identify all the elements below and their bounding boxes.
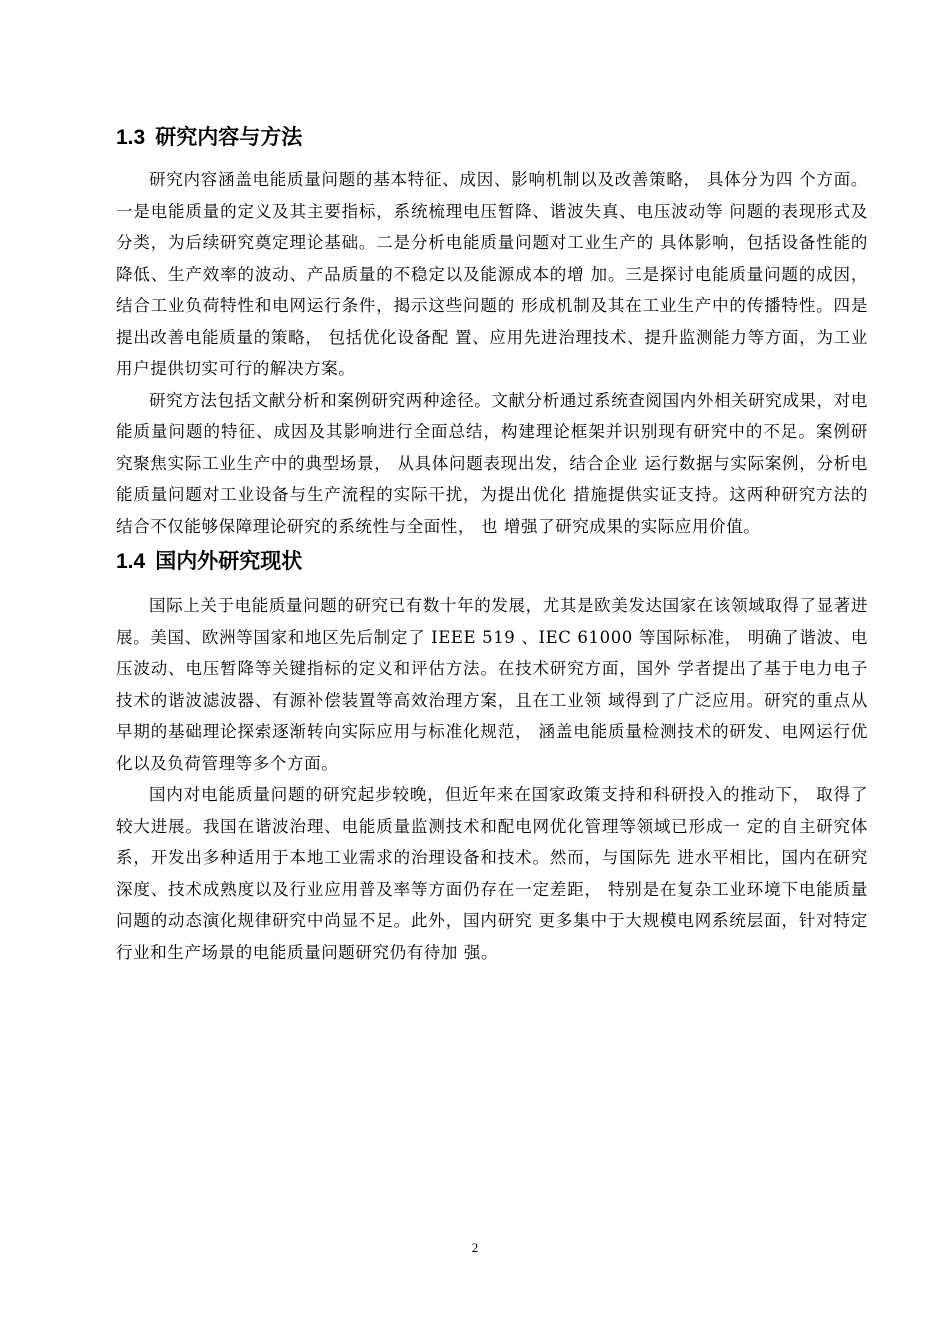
paragraph-research-methods: 研究方法包括文献分析和案例研究两种途径。文献分析通过系统查阅国内外相关研究成果，对电能质量问题的特征、成因及其影响进行全面总结，构建理论框架并识别现有研究中的不足。案例研究聚焦实际工业生产中的典型场景， 从具体问题表现出发，结合企业 运行数据与实际案例，分析电能质量问题对工业设备与生产流程的实际干扰，为提出优化 措施提供实证支持。这两种研究方法的结合不仅能够保障理论研究的系统性与全面性， 也 增强了研究成果的实际应用价值。 [116,390,868,536]
section-title: 国内外研究现状 [155,549,303,573]
paragraph-domestic-research: 国内对电能质量问题的研究起步较晚，但近年来在国家政策支持和科研投入的推动下， 取得了较大进展。我国在谐波治理、电能质量监测技术和配电网优化管理等领域已形成一 定的自主研究体系，开发出多种适用于本地工业需求的治理设备和技术。然而，与国际先 进水平相比，国内在研究深度、技术成熟度以及行业应用普及率等方面仍存在一定差距， 特别是在复杂工业环境下电能质量问题的动态演化规律研究中尚显不足。此外，国内研究 更多集中于大规模电网系统层面，针对特定行业和生产场景的电能质量问题研究仍有待加 强。 [116,785,868,962]
paragraph-research-content: 研究内容涵盖电能质量问题的基本特征、成因、影响机制以及改善策略， 具体分为四 个方面。一是电能质量的定义及其主要指标，系统梳理电压暂降、谐波失真、电压波动等 问题的表现形式及分类，为后续研究奠定理论基础。二是分析电能质量问题对工业生产的 具体影响，包括设备性能的降低、生产效率的波动、产品质量的不稳定以及能源成本的增 加。三是探讨电能质量问题的成因， 结合工业负荷特性和电网运行条件，揭示这些问题的 形成机制及其在工业生产中的传播特性。四是提出改善电能质量的策略， 包括优化设备配 置、应用先进治理技术、提升监测能力等方面，为工业用户提供切实可行的解决方案。 [116,170,868,378]
section-title: 研究内容与方法 [155,125,303,149]
section-heading-1-3 [116,122,868,152]
section-heading-1-4 [116,546,868,576]
page-number: 2 [471,1240,479,1255]
section-number: 1.4 [116,550,146,573]
paragraph-international-research: 国际上关于电能质量问题的研究已有数十年的发展，尤其是欧美发达国家在该领域取得了显著进展。美国、欧洲等国家和地区先后制定了 IEEE 519 、IEC 61000 等国际标准， 明确了谐波、电压波动、电压暂降等关键指标的定义和评估方法。在技术研究方面，国外 学者提出了基于电力电子技术的谐波滤波器、有源补偿装置等高效治理方案，且在工业领 域得到了广泛应用。研究的重点从早期的基础理论探索逐渐转向实际应用与标准化规范， 涵盖电能质量检测技术的研发、电网运行优化以及负荷管理等多个方面。 [116,596,868,773]
section-number: 1.3 [116,126,146,149]
page-content [116,122,868,968]
